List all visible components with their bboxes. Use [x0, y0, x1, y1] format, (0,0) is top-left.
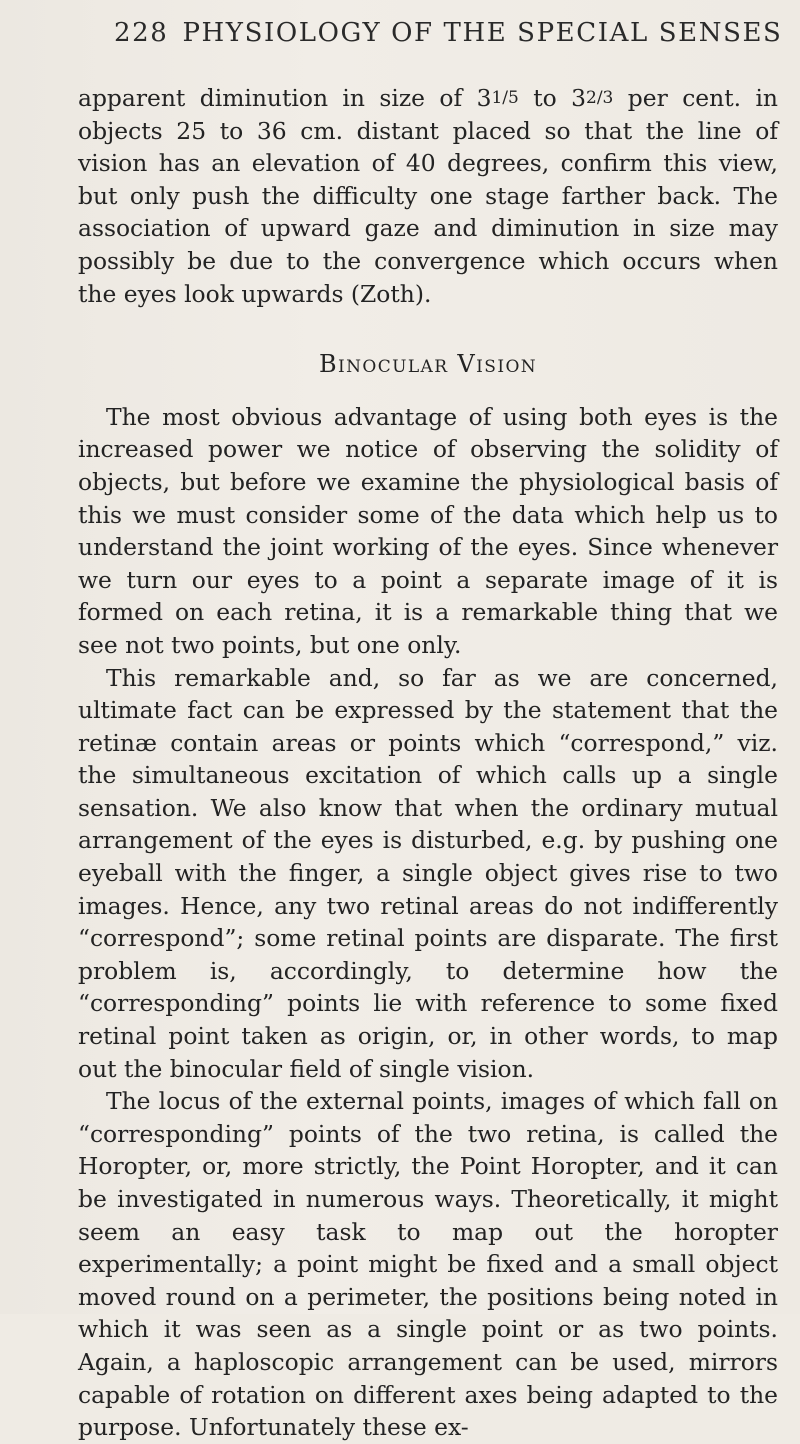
fraction: 2/3: [586, 88, 614, 108]
fraction: 1/5: [491, 88, 519, 108]
paragraph: This remarkable and, so far as we are concerned, ultimate fact can be expressed by the statement that the retinæ contain areas or points which “correspond,” viz. the simultaneous excitation of which calls up a single sensation. We also know that when the ordinary mutual arrangement of the eyes is disturbed, e.g. by pushing one eyeball with the finger, a single object gives rise to two images. Hence, any two retinal areas do not indifferently “correspond”; some retinal points are disparate. The first problem is, accordingly, to determine how the “corresponding” points lie with reference to some fixed retinal point taken as origin, or, in other words, to map out the binocular field of single vision.: [78, 663, 778, 1083]
running-title: PHYSIOLOGY OF THE SPECIAL SENSES: [182, 18, 783, 48]
paragraph: The locus of the external points, images of which fall on “corresponding” points of the two retina, is called the Horopter, or, more strictly, the Point Horopter, and it can be investigated in numerous ways. Theoretically, it might seem an easy task to map out the horopter experimentally; a point might be fixed and a small object moved round on a perimeter, the positions being noted in which it was seen as a single point or as two points. Again, a haploscopic arrangement can be used, mirrors capable of rotation on different axes being adapted to the purpose. Unfortunately these ex-: [78, 1087, 778, 1442]
section-heading: Binocular Vision: [318, 350, 538, 379]
body-text: [78, 82, 778, 1444]
paragraph: The most obvious advantage of using both eyes is the increased power we notice of observing the solidity of objects, but before we examine the physiological basis of this we must consider some of the data which help us to understand the joint working of the eyes. Since whenever we turn our eyes to a point a separate image of it is formed on each retina, it is a remarkable thing that we see not two points, but one only.: [78, 402, 778, 659]
running-header: [114, 18, 783, 48]
paragraph-continued: apparent diminution in size of 31/5 to 32/3 per cent. in objects 25 to 36 cm. distant placed so that the line of vision has an elevation of 40 degrees, confirm this view, but only push the difficulty one stage farther back. The association of upward gaze and diminution in size may possibly be due to the convergence which occurs when the eyes look upwards (Zoth).: [78, 84, 778, 308]
page-number: 228: [114, 18, 169, 48]
